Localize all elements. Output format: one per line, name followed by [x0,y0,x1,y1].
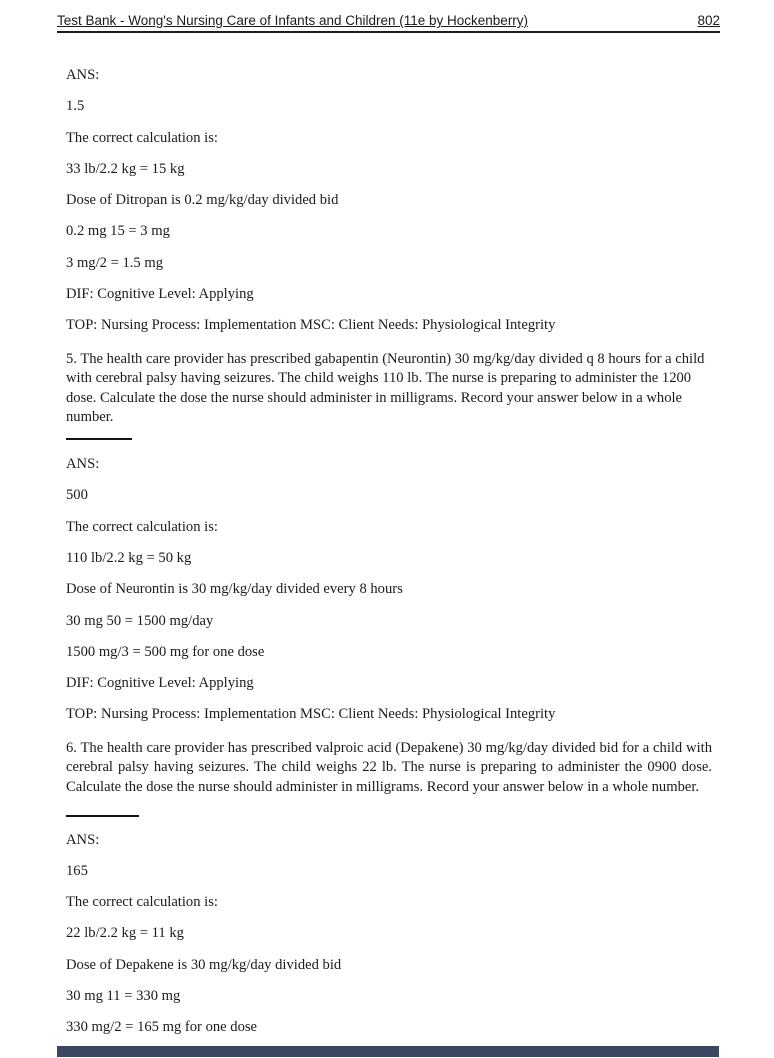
q4-calc-intro: The correct calculation is: [66,129,218,146]
q4-calc-line: 33 lb/2.2 kg = 15 kg [66,160,185,177]
q6-calc-intro: The correct calculation is: [66,894,218,911]
q6-ans-label: ANS: [66,831,100,848]
q5-answer-blank-line [66,438,132,440]
q4-calc-line: Dose of Ditropan is 0.2 mg/kg/day divided bid [66,192,339,209]
page-header [57,0,720,33]
q6-answer-blank-line [66,815,139,817]
q4-calc-line: 0.2 mg 15 = 3 mg [66,223,170,240]
q4-ans-label: ANS: [66,67,100,83]
header-title: Test Bank - Wong's Nursing Care of Infants and Children (11e by Hockenberry) [57,13,529,28]
q5-dif-line: DIF: Cognitive Level: Applying [66,675,254,692]
q5-calc-intro: The correct calculation is: [66,518,218,535]
q5-calc-line: 1500 mg/3 = 500 mg for one dose [66,643,265,660]
q5-calc-line: 30 mg 50 = 1500 mg/day [66,612,214,629]
q6-answer-value: 165 [66,862,88,879]
q4-dif-line: DIF: Cognitive Level: Applying [66,286,254,303]
q6-calc-line: 330 mg/2 = 165 mg for one dose [66,1019,258,1036]
q6-calc-line: 22 lb/2.2 kg = 11 kg [66,925,184,942]
question-5-text: 5. The health care provider has prescribed gabapentin (Neurontin) 30 mg/kg/day divided q 8 hours for a child with cerebral palsy having seizures. The child weighs 110 lb. The nurse is preparing to administer the 1200 dose. Calculate the dose the nurse should administer in milligrams. Record your answer below in a whole number. [66,350,705,426]
q4-calc-line: 3 mg/2 = 1.5 mg [66,254,164,271]
header-page-number: 802 [697,13,720,28]
q4-top-line: TOP: Nursing Process: Implementation MSC: Client Needs: Physiological Integrity [66,317,556,334]
page-body [66,68,712,1052]
next-page-edge-bar [57,1046,719,1057]
q4-answer-value: 1.5 [66,98,85,115]
q5-answer-value: 500 [66,487,88,504]
q5-ans-label: ANS: [66,456,100,473]
q5-top-line: TOP: Nursing Process: Implementation MSC: Client Needs: Physiological Integrity [66,706,556,723]
question-6-text: 6. The health care provider has prescribed valproic acid (Depakene) 30 mg/kg/day divided bid for a child with cerebral palsy having seizures. The child weighs 22 lb. The nurse is preparing to administer the 0900 dose. Calculate the dose the nurse should administer in milligrams. Record your answer below in a whole number. [66,739,712,795]
q5-calc-line: Dose of Neurontin is 30 mg/kg/day divided every 8 hours [66,581,403,598]
q5-calc-line: 110 lb/2.2 kg = 50 kg [66,549,192,566]
q6-calc-line: 30 mg 11 = 330 mg [66,987,181,1004]
q6-calc-line: Dose of Depakene is 30 mg/kg/day divided bid [66,956,342,973]
